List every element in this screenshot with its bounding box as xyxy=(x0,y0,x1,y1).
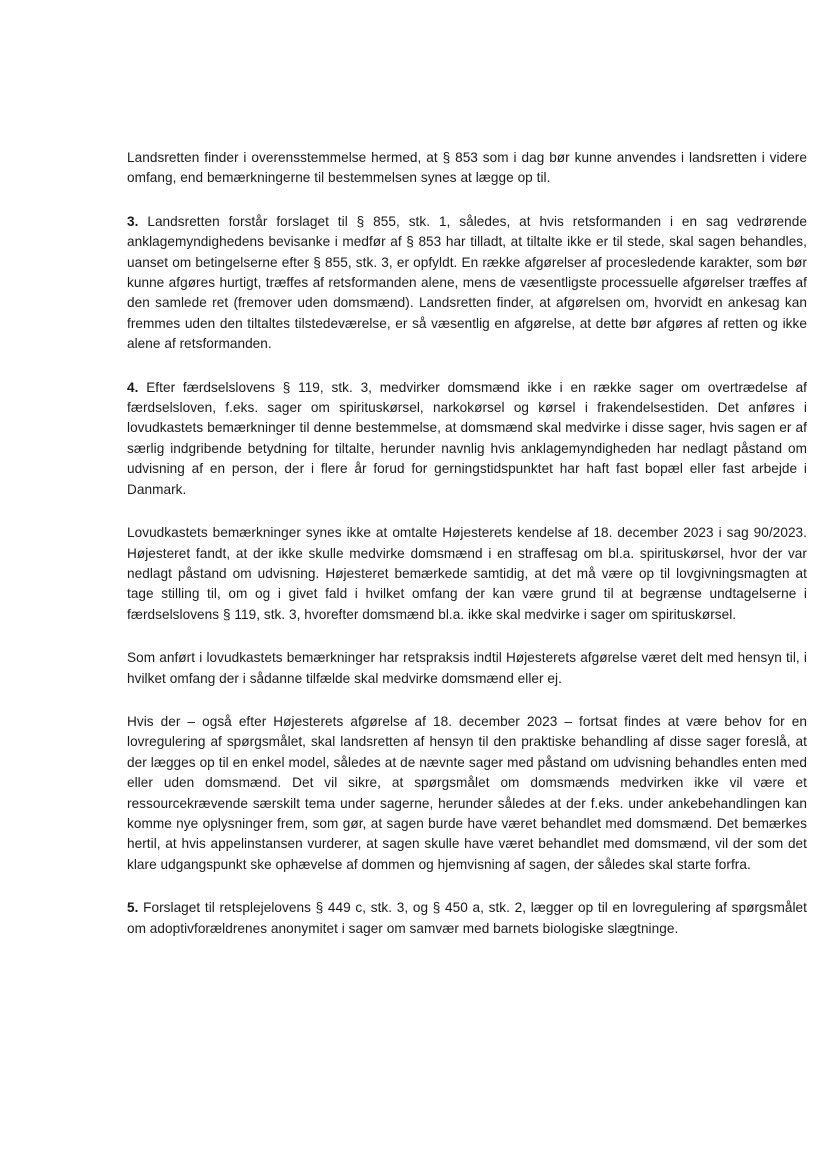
paragraph-text: Efter færdselslovens § 119, stk. 3, medvirker domsmænd ikke i en række sager om overtrædelse af færdselsloven, f.eks. sager om spirituskørsel, narkokørsel og kørsel i frakendelsestiden. Det anføres i lovudkastets bemærkninger til denne bestemmelse, at domsmænd skal medvirke i disse sager, hvis sagen er af særlig indgribende betydning for tiltalte, herunder navnlig hvis anklagemyndigheden har nedlagt påstand om udvisning af en person, der i flere år forud for gerningstidspunktet har haft fast bopæl eller fast arbejde i Danmark. xyxy=(127,379,808,497)
paragraph-text: Forslaget til retsplejelovens § 449 c, stk. 3, og § 450 a, stk. 2, lægger op til en lovregulering af spørgsmålet om adoptivforældrenes anonymitet i sager om samvær med barnets biologiske slægtninge. xyxy=(127,900,807,936)
paragraph-case-law xyxy=(127,648,807,689)
paragraph-continuation xyxy=(127,148,807,189)
paragraph-3 xyxy=(127,212,807,355)
paragraph-text: Hvis der – også efter Højesterets afgørelse af 18. december 2023 – fortsat findes at være behov for en lovregulering af spørgsmålet, skal landsretten af hensyn til den praktiske behandling af disse sager foreslå, at der lægges op til en enkel model, således at de nævnte sager med påstand om udvisning behandles enten med eller uden domsmænd. Det vil sikre, at spørgsmålet om domsmænds medvirken ikke vil være et ressourcekrævende særskilt tema under sagerne, herunder således at der f.eks. under ankebehandlingen kan komme nye oplysninger frem, som gør, at sagen burde have været behandlet med domsmænd. Det bemærkes hertil, at hvis appelinstansen vurderer, at sagen skulle have været behandlet med domsmænd, vil der som det klare udgangspunkt ske ophævelse af dommen og hjemvisning af sagen, der således skal starte forfra. xyxy=(127,713,807,872)
paragraph-text: Landsretten finder i overensstemmelse hermed, at § 853 som i dag bør kunne anvendes i landsretten i videre omfang, end bemærkningerne til bestemmelsen synes at lægge op til. xyxy=(127,150,807,186)
paragraph-supreme-court-ruling xyxy=(127,523,807,625)
paragraph-text: Landsretten forstår forslaget til § 855, stk. 1, således, at hvis retsformanden i en sag vedrørende anklagemyndighedens bevisanke i medfør af § 853 har tilladt, at tiltalte ikke er til stede, skal sagen behandles, uanset om betingelserne efter § 855, stk. 3, er opfyldt. En række afgørelser af procesledende karakter, som bør kunne afgøres hurtigt, træffes af retsformanden alene, mens de væsentligste processuelle afgørelser træffes af den samlede ret (fremover uden domsmænd). Landsretten finder, at afgørelsen om, hvorvidt en ankesag kan fremmes uden den tiltaltes tilstedeværelse, er så væsentlig en afgørelse, at dette bør afgøres af retten og ikke alene af retsformanden. xyxy=(127,213,807,352)
document-body xyxy=(127,148,807,961)
paragraph-text: Som anført i lovudkastets bemærkninger har retspraksis indtil Højesterets afgørelse været delt med hensyn til, i hvilket omfang der i sådanne tilfælde skal medvirke domsmænd eller ej. xyxy=(127,650,807,686)
paragraph-number: 3. xyxy=(127,213,139,229)
paragraph-number: 5. xyxy=(127,900,139,916)
paragraph-proposal xyxy=(127,712,807,875)
paragraph-number: 4. xyxy=(127,379,139,395)
paragraph-4 xyxy=(127,378,807,500)
paragraph-text: Lovudkastets bemærkninger synes ikke at omtalte Højesterets kendelse af 18. december 2023 i sag 90/2023. Højesteret fandt, at der ikke skulle medvirke domsmænd i en straffesag om bl.a. spirituskørsel, hvor der var nedlagt påstand om udvisning. Højesteret bemærkede samtidig, at det må være op til lovgivningsmagten at tage stilling til, om og i givet fald i hvilket omfang der kan være grund til at begrænse undtagelserne i færdselslovens § 119, stk. 3, hvorefter domsmænd bl.a. ikke skal medvirke i sager om spirituskørsel. xyxy=(127,525,807,622)
paragraph-5 xyxy=(127,898,807,939)
